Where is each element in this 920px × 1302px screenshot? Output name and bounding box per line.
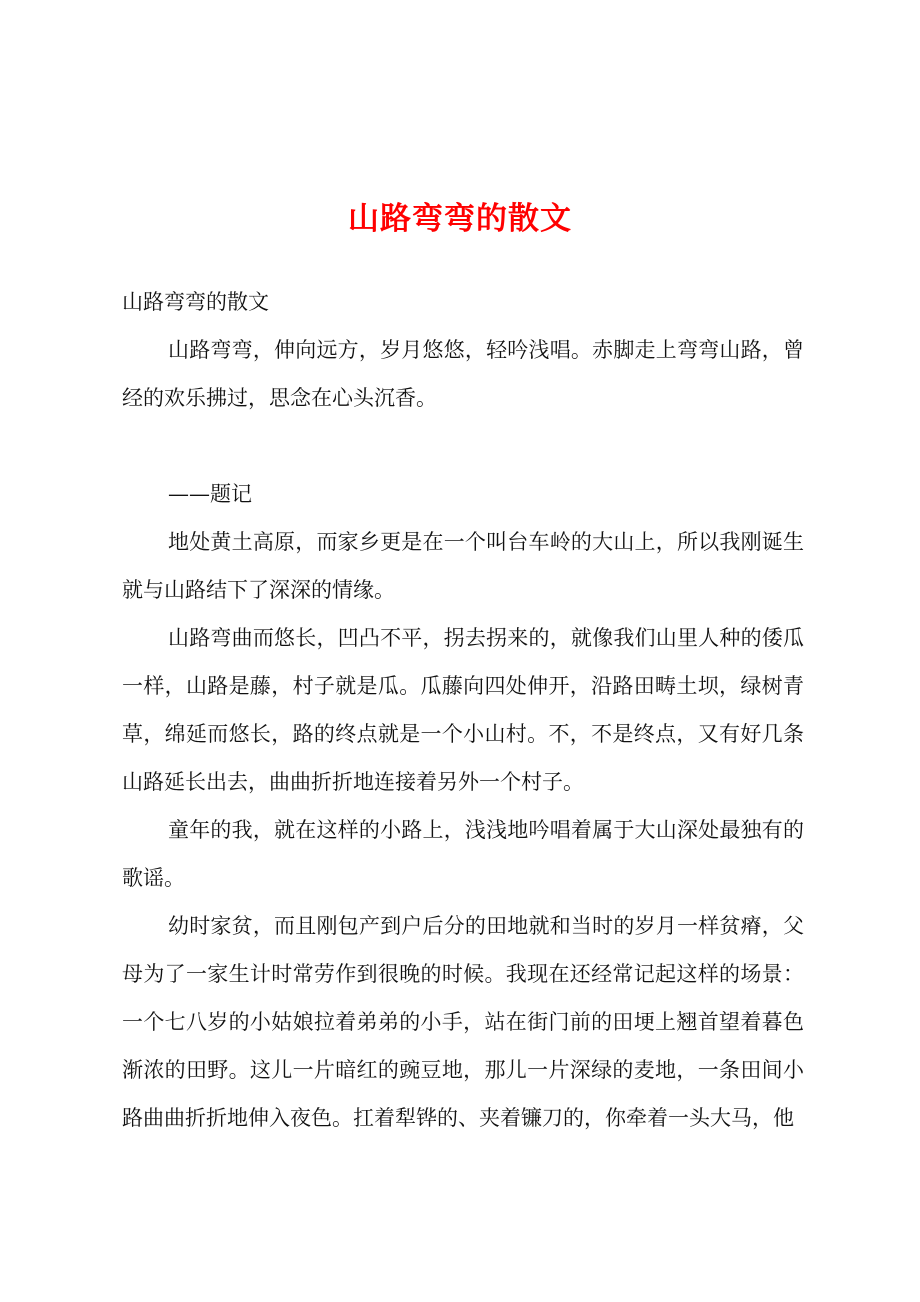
document-subtitle: 山路弯弯的散文 — [122, 290, 269, 314]
document-title: 山路弯弯的散文 — [348, 201, 572, 237]
paragraph-family: 幼时家贫，而且刚包产到户后分的田地就和当时的岁月一样贫瘠，父母为了一家生计时常劳作到很晚的时候。我现在还经常记起这样的场景：一个七八岁的小姑娘拉着弟弟的小手，站在街门前的田埂上翘首望着暮色渐浓的田野。这儿一片暗红的豌豆地，那儿一片深绿的麦地，一条田间小路曲曲折折地伸入夜色。扛着犁铧的、夹着镰刀的，你牵着一头大马，他 — [122, 914, 804, 1130]
paragraph-hometown: 地处黄土高原，而家乡更是在一个叫台车岭的大山上，所以我刚诞生就与山路结下了深深的情缘。 — [122, 530, 804, 602]
paragraph-epigraph: ——题记 — [168, 482, 252, 506]
paragraph-intro: 山路弯弯，伸向远方，岁月悠悠，轻吟浅唱。赤脚走上弯弯山路，曾经的欢乐拂过，思念在心头沉香。 — [122, 338, 804, 410]
paragraph-childhood: 童年的我，就在这样的小路上，浅浅地吟唱着属于大山深处最独有的歌谣。 — [122, 818, 804, 890]
document-body — [122, 278, 804, 1142]
paragraph-mountain-road: 山路弯曲而悠长，凹凸不平，拐去拐来的，就像我们山里人种的倭瓜一样，山路是藤，村子就是瓜。瓜藤向四处伸开，沿路田畴土坝，绿树青草，绵延而悠长，路的终点就是一个小山村。不，不是终点，又有好几条山路延长出去，曲曲折折地连接着另外一个村子。 — [122, 626, 804, 794]
